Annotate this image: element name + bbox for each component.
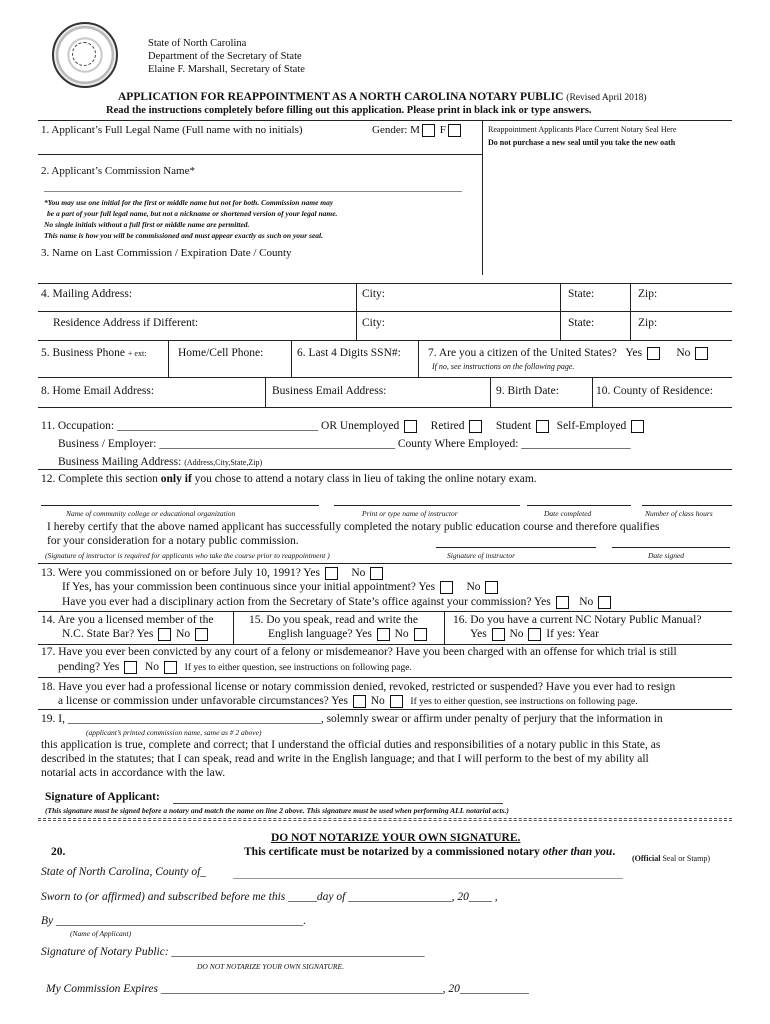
do-not-notarize-warning: DO NOT NOTARIZE YOUR OWN SIGNATURE. (271, 832, 521, 844)
q18-label: 18. Have you ever had a professional license or notary commission denied, revoked, restricted or suspended? Have you ever had to resign (41, 681, 676, 693)
q15-label: 15. Do you speak, read and write the (249, 614, 418, 626)
oath-line-3: described in the statutes; that I can speak, read and write in the English language; and that I will perform to the best of my ability all (41, 753, 649, 765)
county-residence-label: 10. County of Residence: (596, 385, 713, 397)
instructor-sig-note: (Signature of instructor is required for applicants who take the course prior to reappointment ) (45, 551, 330, 560)
english-yes-checkbox[interactable] (377, 628, 390, 641)
oath-line-2: this application is true, complete and correct; that I understand the official duties and responsibilities of a notary public in this State, as (41, 739, 661, 751)
certify-line-1: I hereby certify that the above named applicant has successfully completed the notary public education course and therefore qualifies (47, 521, 660, 533)
q18-answer: a license or commission under unfavorable circumstances? Yes No If yes to either question, see instructions on following page. (58, 695, 638, 708)
date-signed-caption: Date signed (648, 551, 685, 560)
state-seal (52, 22, 118, 88)
full-name-line[interactable] (38, 154, 482, 155)
unemployed-checkbox[interactable] (404, 420, 417, 433)
notary-warning-caption: DO NOT NOTARIZE YOUR OWN SIGNATURE. (197, 962, 344, 971)
gender-f-checkbox[interactable] (448, 124, 461, 137)
q14-answer: N.C. State Bar? Yes No (62, 628, 210, 641)
county-line[interactable] (233, 878, 623, 879)
q17-answer: pending? Yes No If yes to either question, see instructions on following page. (58, 661, 412, 674)
instructor-name-line[interactable] (334, 505, 520, 506)
q13-disciplinary: Have you ever had a disciplinary action from the Secretary of State’s office against your commission? Yes No (62, 596, 613, 609)
mailing-address-label: 4. Mailing Address: (41, 288, 133, 300)
commission-note-4: This name is how you will be commissioned and must appear exactly as such on your seal. (44, 231, 323, 240)
q19-oath-line: 19. I, ____________________________________________, solemnly swear or affirm under penalty of perjury that the information in (41, 713, 663, 725)
commission-name-line[interactable] (44, 191, 462, 192)
self-employed-checkbox[interactable] (631, 420, 644, 433)
citizen-note: If no, see instructions on the following page. (432, 362, 575, 371)
license-no-checkbox[interactable] (390, 695, 403, 708)
printed-name-caption: (applicant’s printed commission name, same as # 2 above) (86, 728, 262, 737)
q13-yes-checkbox[interactable] (325, 567, 338, 580)
sworn-line: Sworn to (or affirmed) and subscribed before me this _____day of __________________, 20____ , (41, 891, 498, 903)
gender-m-checkbox[interactable] (422, 124, 435, 137)
q15-answer: English language? Yes No (268, 628, 429, 641)
city-label-2: City: (362, 317, 386, 329)
date-signed-line[interactable] (612, 547, 730, 548)
commission-note-2: be a part of your full legal name, but not a nickname or shortened version of your legal name. (47, 209, 338, 218)
english-no-checkbox[interactable] (414, 628, 427, 641)
residence-address-label: Residence Address if Different: (53, 317, 199, 329)
conviction-no-checkbox[interactable] (164, 661, 177, 674)
birth-date-label: 9. Birth Date: (496, 385, 559, 397)
manual-no-checkbox[interactable] (528, 628, 541, 641)
seal-instruction: Reappointment Applicants Place Current Notary Seal Here (488, 125, 677, 134)
continuous-no-checkbox[interactable] (485, 581, 498, 594)
state-label: State: (568, 288, 595, 300)
date-completed-caption: Date completed (544, 509, 592, 518)
header-line-3: Elaine F. Marshall, Secretary of State (148, 64, 305, 75)
applicant-name-caption: (Name of Applicant) (70, 929, 132, 938)
license-yes-checkbox[interactable] (353, 695, 366, 708)
business-email-label: Business Email Address: (272, 385, 387, 397)
business-employer-label: Business / Employer: _________________________________________ County Where Employed: ___________________ (58, 438, 631, 450)
q13-no-checkbox[interactable] (370, 567, 383, 580)
applicant-signature-line[interactable] (173, 803, 503, 804)
seal-warning: Do not purchase a new seal until you take the new oath (488, 138, 676, 147)
ssn-label: 6. Last 4 Digits SSN#: (297, 347, 401, 359)
full-name-label: 1. Applicant’s Full Legal Name (Full name with no initials) (41, 124, 303, 136)
q13-commissioned: 13. Were you commissioned on or before July 10, 1991? Yes No (41, 567, 385, 580)
zip-label-2: Zip: (638, 317, 658, 329)
notarize-instruction: This certificate must be notarized by a commissioned notary other than you. (244, 846, 616, 858)
retired-checkbox[interactable] (469, 420, 482, 433)
q14-label: 14. Are you a licensed member of the (41, 614, 214, 626)
bar-no-checkbox[interactable] (195, 628, 208, 641)
citizen-no-checkbox[interactable] (695, 347, 708, 360)
q16-answer: Yes No If yes: Year (470, 628, 599, 641)
college-caption: Name of community college or educational organization (66, 509, 236, 518)
zip-label: Zip: (638, 288, 658, 300)
continuous-yes-checkbox[interactable] (440, 581, 453, 594)
header-line-2: Department of the Secretary of State (148, 51, 302, 62)
manual-yes-checkbox[interactable] (492, 628, 505, 641)
college-line[interactable] (41, 505, 319, 506)
disciplinary-no-checkbox[interactable] (598, 596, 611, 609)
commission-name-label: 2. Applicant’s Commission Name* (41, 165, 195, 177)
state-county-line: State of North Carolina, County of_ (41, 866, 207, 878)
applicant-signature-label: Signature of Applicant: (45, 791, 160, 803)
class-hours-caption: Number of class hours (645, 509, 713, 518)
signature-note: (This signature must be signed before a notary and match the name on line 2 above. This signature must be used when performing ALL notarial acts.) (45, 806, 509, 815)
commission-expires-line: My Commission Expires _________________________________________________, 20____________ (46, 983, 529, 995)
section-12-label: 12. Complete this section only if you chose to attend a notary class in lieu of taking the online notary exam. (41, 473, 537, 485)
q13-continuous: If Yes, has your commission been continuous since your initial appointment? Yes No (62, 581, 500, 594)
form-title: APPLICATION FOR REAPPOINTMENT AS A NORTH CAROLINA NOTARY PUBLIC (Revised April 2018) (118, 91, 647, 103)
business-phone-label: 5. Business Phone + ext: (41, 347, 147, 359)
business-mailing-label: Business Mailing Address: (Address,City,State,Zip) (58, 456, 263, 468)
header-line-1: State of North Carolina (148, 38, 247, 49)
state-label-2: State: (568, 317, 595, 329)
q17-label: 17. Have you ever been convicted by any court of a felony or misdemeanor? Have you been charged with an offense for which trial is still (41, 646, 677, 658)
disciplinary-yes-checkbox[interactable] (556, 596, 569, 609)
by-line: By ___________________________________________. (41, 915, 307, 927)
class-hours-line[interactable] (642, 505, 732, 506)
form-instructions: Read the instructions completely before filling out this application. Please print in black ink or type answers. (106, 105, 592, 116)
occupation-label: 11. Occupation: ___________________________________ OR Unemployed Retired Student Self-Employed (41, 420, 646, 433)
date-completed-line[interactable] (527, 505, 631, 506)
official-seal-label: (Official Seal or Stamp) (632, 854, 710, 863)
certify-line-2: for your consideration for a notary public commission. (47, 535, 299, 547)
instructor-signature-line[interactable] (436, 547, 596, 548)
notary-signature-line: Signature of Notary Public: ____________________________________________ (41, 946, 425, 958)
home-email-label: 8. Home Email Address: (41, 385, 155, 397)
instructor-caption: Print or type name of instructor (362, 509, 458, 518)
bar-yes-checkbox[interactable] (158, 628, 171, 641)
commission-note-3: No single initials without a full first or middle name are permitted. (44, 220, 250, 229)
section-20-number: 20. (51, 846, 66, 858)
city-label: City: (362, 288, 386, 300)
citizen-question: 7. Are you a citizen of the United States? Yes No (428, 347, 710, 360)
student-checkbox[interactable] (536, 420, 549, 433)
commission-note-1: *You may use one initial for the first or middle name but not for both. Commission name may (44, 198, 334, 207)
q16-label: 16. Do you have a current NC Notary Public Manual? (453, 614, 702, 626)
home-cell-label: Home/Cell Phone: (178, 347, 264, 359)
instructor-sig-caption: Signature of instructor (447, 551, 516, 560)
oath-line-4: notarial acts in accordance with the law. (41, 767, 226, 779)
last-commission-label: 3. Name on Last Commission / Expiration Date / County (41, 247, 292, 259)
gender-field: Gender: M F (372, 124, 463, 137)
citizen-yes-checkbox[interactable] (647, 347, 660, 360)
conviction-yes-checkbox[interactable] (124, 661, 137, 674)
